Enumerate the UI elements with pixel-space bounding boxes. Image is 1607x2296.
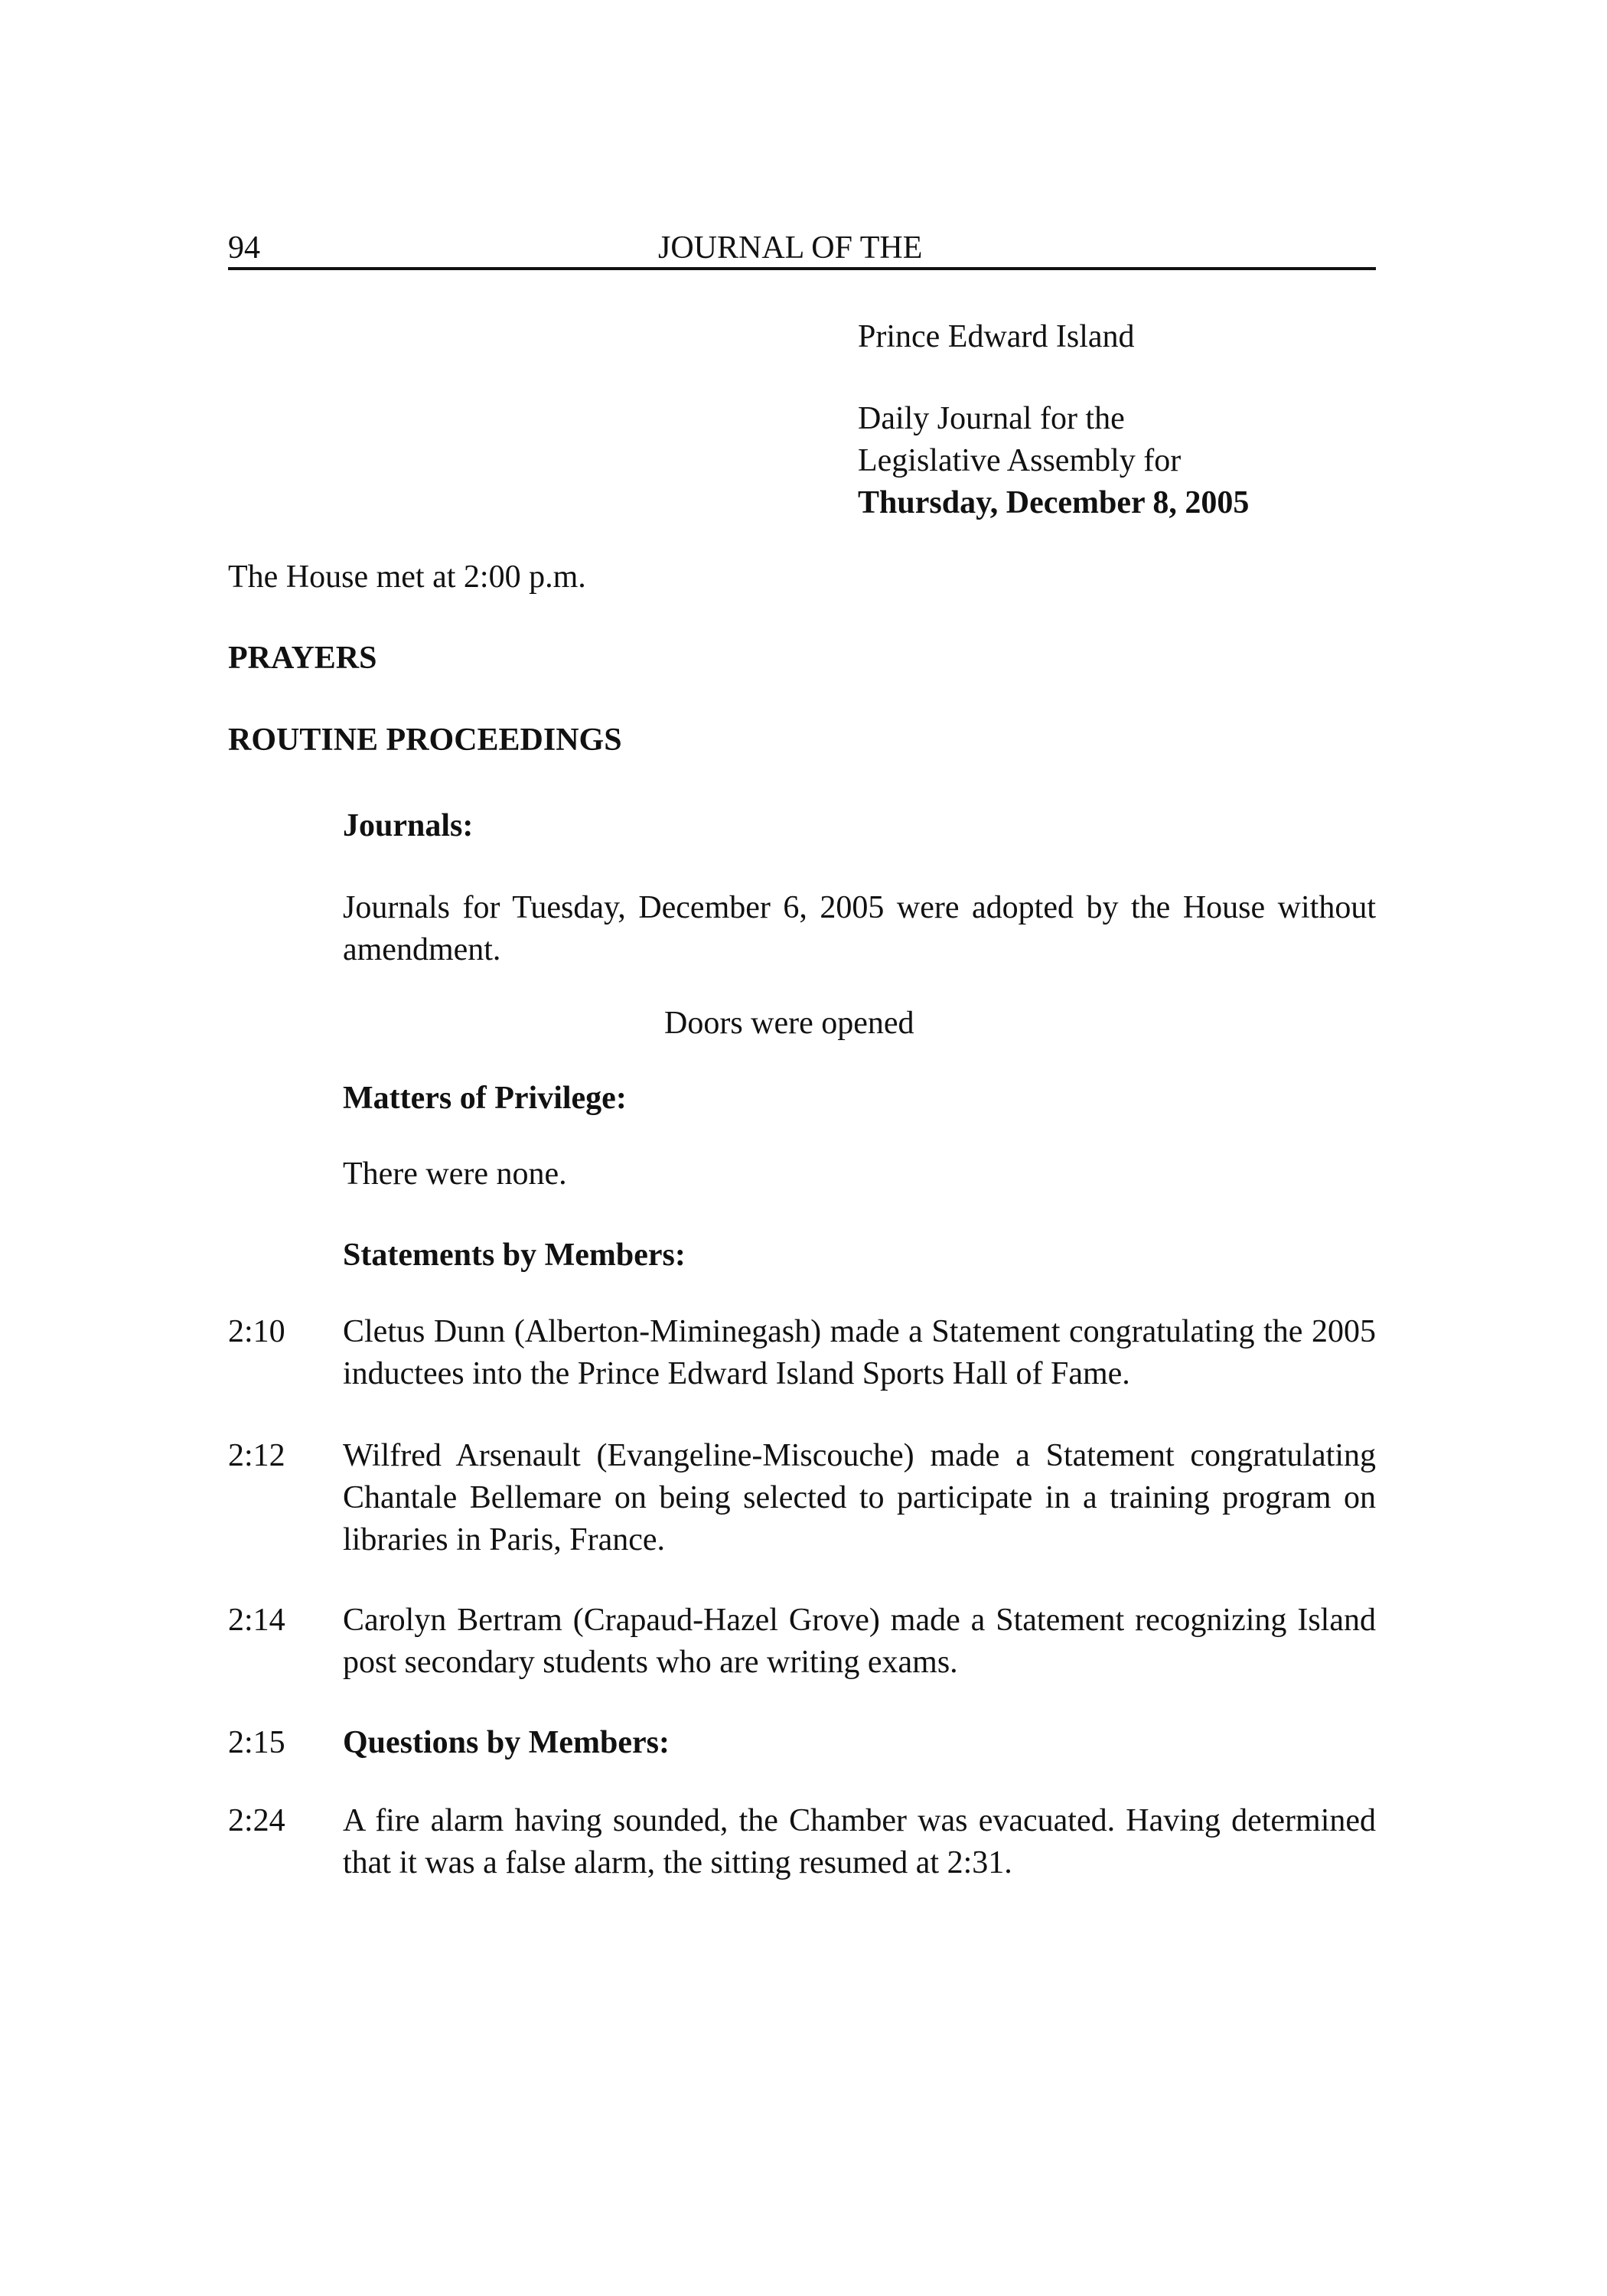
- entry-time: 2:24: [228, 1803, 285, 1838]
- header-rule: [228, 267, 1376, 270]
- province-name: Prince Edward Island: [858, 319, 1135, 354]
- journals-heading: Journals:: [343, 808, 474, 843]
- questions-heading: Questions by Members:: [343, 1725, 670, 1760]
- entry-text: A fire alarm having sounded, the Chamber was evacuated. Having determined that it was a false alarm, the sitting resumed at 2:31.: [343, 1803, 1376, 1880]
- running-header-title: JOURNAL OF THE: [658, 230, 923, 266]
- privilege-text: There were none.: [343, 1156, 567, 1192]
- doors-opened-note: Doors were opened: [664, 1006, 914, 1041]
- opening-line: The House met at 2:00 p.m.: [228, 559, 586, 595]
- entry-text: Wilfred Arsenault (Evangeline-Miscouche) made a Statement congratulating Chantale Bellemare on being selected to participate in a training program on libraries in Paris, France.: [343, 1438, 1376, 1557]
- entry-text: Carolyn Bertram (Crapaud-Hazel Grove) made a Statement recognizing Island post secondary students who are writing exams.: [343, 1603, 1376, 1680]
- entry-text: Cletus Dunn (Alberton-Miminegash) made a Statement congratulating the 2005 inductees into the Prince Edward Island Sports Hall of Fame.: [343, 1314, 1376, 1391]
- journal-date: Thursday, December 8, 2005: [858, 485, 1250, 520]
- entry-time: 2:14: [228, 1603, 285, 1638]
- statements-heading: Statements by Members:: [343, 1238, 686, 1273]
- journals-text: Journals for Tuesday, December 6, 2005 were adopted by the House without amendment.: [343, 890, 1376, 967]
- routine-proceedings-heading: ROUTINE PROCEEDINGS: [228, 722, 622, 758]
- journal-title-line-2: Legislative Assembly for: [858, 443, 1182, 478]
- privilege-heading: Matters of Privilege:: [343, 1081, 627, 1116]
- page-number: 94: [228, 230, 260, 266]
- prayers-heading: PRAYERS: [228, 641, 377, 676]
- entry-time: 2:10: [228, 1314, 285, 1349]
- entry-time: 2:15: [228, 1725, 285, 1760]
- entry-time: 2:12: [228, 1438, 285, 1473]
- journal-title-line-1: Daily Journal for the: [858, 401, 1125, 436]
